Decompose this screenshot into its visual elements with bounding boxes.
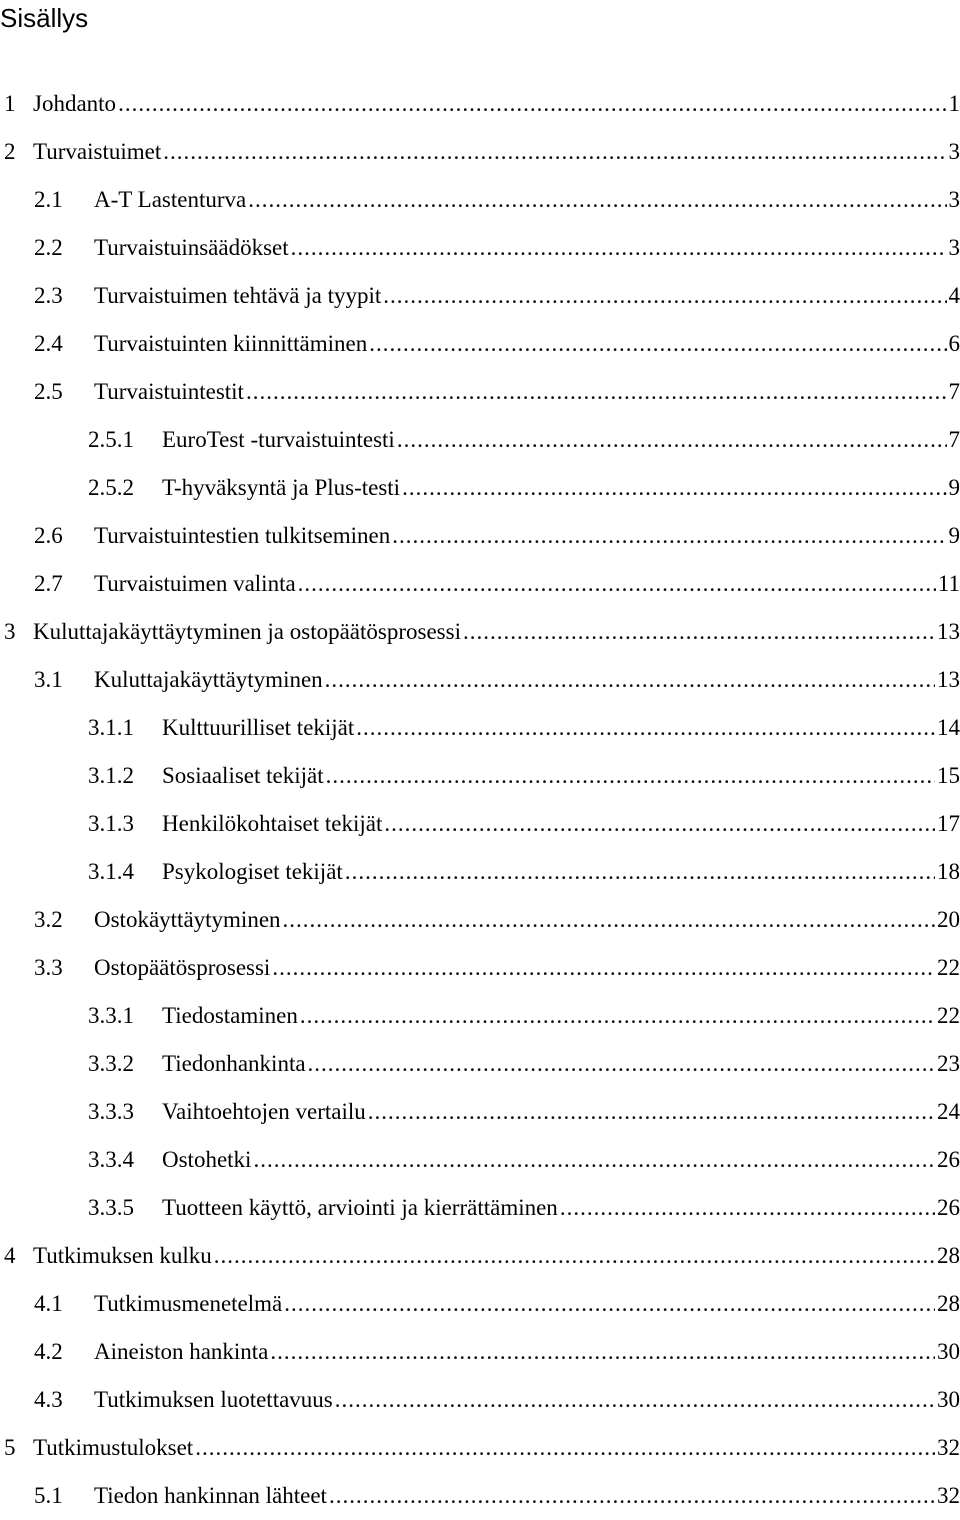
toc-entry-number: 2	[4, 128, 33, 176]
dot-leader	[384, 800, 935, 848]
toc-entry-number: 3.3	[34, 944, 94, 992]
toc-entry[interactable]	[0, 512, 960, 560]
dot-leader	[283, 896, 935, 944]
dot-leader	[402, 464, 946, 512]
toc-entry-page-number: 7	[949, 416, 960, 464]
toc-entry-number: 2.5.1	[88, 416, 162, 464]
toc-entry-number: 3.1.2	[88, 752, 162, 800]
toc-entry-number: 4.3	[34, 1376, 94, 1424]
toc-entry-title: Johdanto	[33, 80, 116, 128]
toc-entry-number: 2.4	[34, 320, 94, 368]
toc-entry-title: Turvaistuimen tehtävä ja tyypit	[94, 272, 381, 320]
toc-entry[interactable]	[0, 704, 960, 752]
toc-entry-title: Psykologiset tekijät	[162, 848, 343, 896]
toc-entry-page-number: 18	[937, 848, 960, 896]
toc-entry[interactable]	[0, 1328, 960, 1376]
toc-entry[interactable]	[0, 272, 960, 320]
toc-entry[interactable]	[0, 1040, 960, 1088]
toc-entry-number: 3.1.3	[88, 800, 162, 848]
dot-leader	[118, 80, 946, 128]
toc-entry-page-number: 9	[949, 512, 960, 560]
toc-entry-number: 2.5.2	[88, 464, 162, 512]
toc-entry-title: Tutkimusmenetelmä	[94, 1280, 282, 1328]
toc-entry[interactable]	[0, 752, 960, 800]
toc-entry-title: T-hyväksyntä ja Plus-testi	[162, 464, 400, 512]
toc-entry-number: 4	[4, 1232, 33, 1280]
toc-entry[interactable]	[0, 944, 960, 992]
dot-leader	[298, 560, 936, 608]
toc-entry-title: Ostohetki	[162, 1136, 251, 1184]
toc-entry-number: 4.1	[34, 1280, 94, 1328]
toc-entry-title: EuroTest -turvaistuintesti	[162, 416, 395, 464]
toc-entry-number: 3.3.4	[88, 1136, 162, 1184]
toc-entry-page-number: 6	[949, 320, 960, 368]
toc-entry-title: Kuluttajakäyttäytyminen	[94, 656, 323, 704]
toc-entry-number: 5	[4, 1424, 33, 1472]
toc-entry-number: 3.3.3	[88, 1088, 162, 1136]
toc-entry-title: Turvaistuinten kiinnittäminen	[94, 320, 367, 368]
toc-entry[interactable]	[0, 416, 960, 464]
dot-leader	[397, 416, 947, 464]
toc-entry-number: 2.2	[34, 224, 94, 272]
toc-entry-page-number: 11	[938, 560, 960, 608]
dot-leader	[195, 1424, 935, 1472]
toc-entry-number: 3	[4, 608, 33, 656]
toc-entry-title: Tiedon hankinnan lähteet	[94, 1472, 327, 1520]
toc-entry-page-number: 3	[949, 128, 960, 176]
toc-entry-title: A-T Lastenturva	[94, 176, 246, 224]
toc-entry[interactable]	[0, 1376, 960, 1424]
dot-leader	[246, 368, 947, 416]
dot-leader	[291, 224, 947, 272]
toc-entry[interactable]	[0, 1424, 960, 1472]
toc-entry-title: Turvaistuimen valinta	[94, 560, 296, 608]
toc-entry-page-number: 22	[937, 944, 960, 992]
toc-entry-page-number: 3	[949, 176, 960, 224]
toc-entry-page-number: 7	[949, 368, 960, 416]
toc-entry-title: Turvaistuintestit	[94, 368, 244, 416]
toc-entry-title: Turvaistuimet	[33, 128, 161, 176]
toc-entry-title: Turvaistuintestien tulkitseminen	[94, 512, 390, 560]
dot-leader	[356, 704, 935, 752]
toc-entry-title: Vaihtoehtojen vertailu	[162, 1088, 366, 1136]
toc-entry-number: 3.1	[34, 656, 94, 704]
toc-entry-page-number: 30	[937, 1328, 960, 1376]
toc-entry[interactable]	[0, 368, 960, 416]
dot-leader	[369, 320, 946, 368]
toc-entry[interactable]	[0, 176, 960, 224]
toc-entry-title: Kuluttajakäyttäytyminen ja ostopäätösprosessi	[33, 608, 461, 656]
toc-entry-page-number: 23	[937, 1040, 960, 1088]
dot-leader	[163, 128, 946, 176]
toc-entry[interactable]	[0, 560, 960, 608]
toc-entry[interactable]	[0, 320, 960, 368]
toc-entry-page-number: 9	[949, 464, 960, 512]
toc-entry[interactable]	[0, 608, 960, 656]
toc-entry-number: 3.3.5	[88, 1184, 162, 1232]
toc-entry-title: Kulttuurilliset tekijät	[162, 704, 354, 752]
toc-entry-number: 3.1.4	[88, 848, 162, 896]
toc-entry-page-number: 13	[937, 656, 960, 704]
dot-leader	[329, 1472, 935, 1520]
toc-entry-page-number: 15	[937, 752, 960, 800]
toc-entry-page-number: 13	[937, 608, 960, 656]
toc-entry-page-number: 4	[949, 272, 960, 320]
toc-entry-page-number: 32	[937, 1472, 960, 1520]
toc-entry-page-number: 20	[937, 896, 960, 944]
toc-entry[interactable]	[0, 896, 960, 944]
toc-entry[interactable]	[0, 1088, 960, 1136]
toc-entry[interactable]	[0, 656, 960, 704]
dot-leader	[308, 1040, 935, 1088]
toc-entry[interactable]	[0, 1136, 960, 1184]
toc-entry-page-number: 28	[937, 1280, 960, 1328]
toc-entry-number: 1	[4, 80, 33, 128]
dot-leader	[560, 1184, 935, 1232]
dot-leader	[383, 272, 946, 320]
toc-entry-title: Tiedonhankinta	[162, 1040, 306, 1088]
toc-entry-title: Turvaistuinsäädökset	[94, 224, 289, 272]
toc-entry-title: Aineiston hankinta	[94, 1328, 268, 1376]
toc-entry[interactable]	[0, 1232, 960, 1280]
toc-entry-number: 2.7	[34, 560, 94, 608]
dot-leader	[463, 608, 935, 656]
toc-entry-number: 3.2	[34, 896, 94, 944]
dot-leader	[326, 752, 935, 800]
toc-entry-number: 2.1	[34, 176, 94, 224]
toc-entry-title: Tuotteen käyttö, arviointi ja kierrättäminen	[162, 1184, 558, 1232]
toc-entry-number: 3.3.1	[88, 992, 162, 1040]
toc-entry-number: 3.3.2	[88, 1040, 162, 1088]
toc-entry-page-number: 1	[949, 80, 960, 128]
toc-entry[interactable]	[0, 80, 960, 128]
toc-entry-page-number: 3	[949, 224, 960, 272]
toc-entry-page-number: 22	[937, 992, 960, 1040]
toc-entry-page-number: 14	[937, 704, 960, 752]
toc-entry-page-number: 28	[937, 1232, 960, 1280]
dot-leader	[368, 1088, 935, 1136]
dot-leader	[325, 656, 935, 704]
toc-entry-title: Tiedostaminen	[162, 992, 298, 1040]
dot-leader	[300, 992, 935, 1040]
dot-leader	[335, 1376, 935, 1424]
toc-entry[interactable]	[0, 1280, 960, 1328]
dot-leader	[270, 1328, 935, 1376]
toc-entry-title: Ostokäyttäytyminen	[94, 896, 281, 944]
toc-entry[interactable]	[0, 464, 960, 512]
toc-entry-page-number: 32	[937, 1424, 960, 1472]
toc-entry-number: 3.1.1	[88, 704, 162, 752]
toc-entry-page-number: 17	[937, 800, 960, 848]
table-of-contents	[0, 80, 960, 1520]
toc-entry-title: Henkilökohtaiset tekijät	[162, 800, 382, 848]
toc-entry-number: 2.6	[34, 512, 94, 560]
toc-entry-page-number: 30	[937, 1376, 960, 1424]
dot-leader	[345, 848, 935, 896]
toc-entry-number: 2.3	[34, 272, 94, 320]
toc-entry[interactable]	[0, 1472, 960, 1520]
dot-leader	[214, 1232, 935, 1280]
toc-entry-page-number: 26	[937, 1184, 960, 1232]
dot-leader	[392, 512, 946, 560]
toc-entry-number: 5.1	[34, 1472, 94, 1520]
toc-entry-title: Tutkimustulokset	[33, 1424, 193, 1472]
toc-entry-title: Sosiaaliset tekijät	[162, 752, 324, 800]
dot-leader	[272, 944, 935, 992]
dot-leader	[253, 1136, 935, 1184]
toc-entry-title: Tutkimuksen kulku	[33, 1232, 212, 1280]
toc-entry-title: Ostopäätösprosessi	[94, 944, 270, 992]
toc-entry-number: 2.5	[34, 368, 94, 416]
toc-entry-page-number: 26	[937, 1136, 960, 1184]
toc-entry-number: 4.2	[34, 1328, 94, 1376]
toc-entry[interactable]	[0, 992, 960, 1040]
toc-entry-page-number: 24	[937, 1088, 960, 1136]
dot-leader	[248, 176, 946, 224]
page-title: Sisällys	[0, 0, 88, 36]
toc-entry[interactable]	[0, 224, 960, 272]
toc-entry-title: Tutkimuksen luotettavuus	[94, 1376, 333, 1424]
toc-entry[interactable]	[0, 128, 960, 176]
toc-entry[interactable]	[0, 800, 960, 848]
dot-leader	[284, 1280, 935, 1328]
toc-entry[interactable]	[0, 848, 960, 896]
toc-entry[interactable]	[0, 1184, 960, 1232]
